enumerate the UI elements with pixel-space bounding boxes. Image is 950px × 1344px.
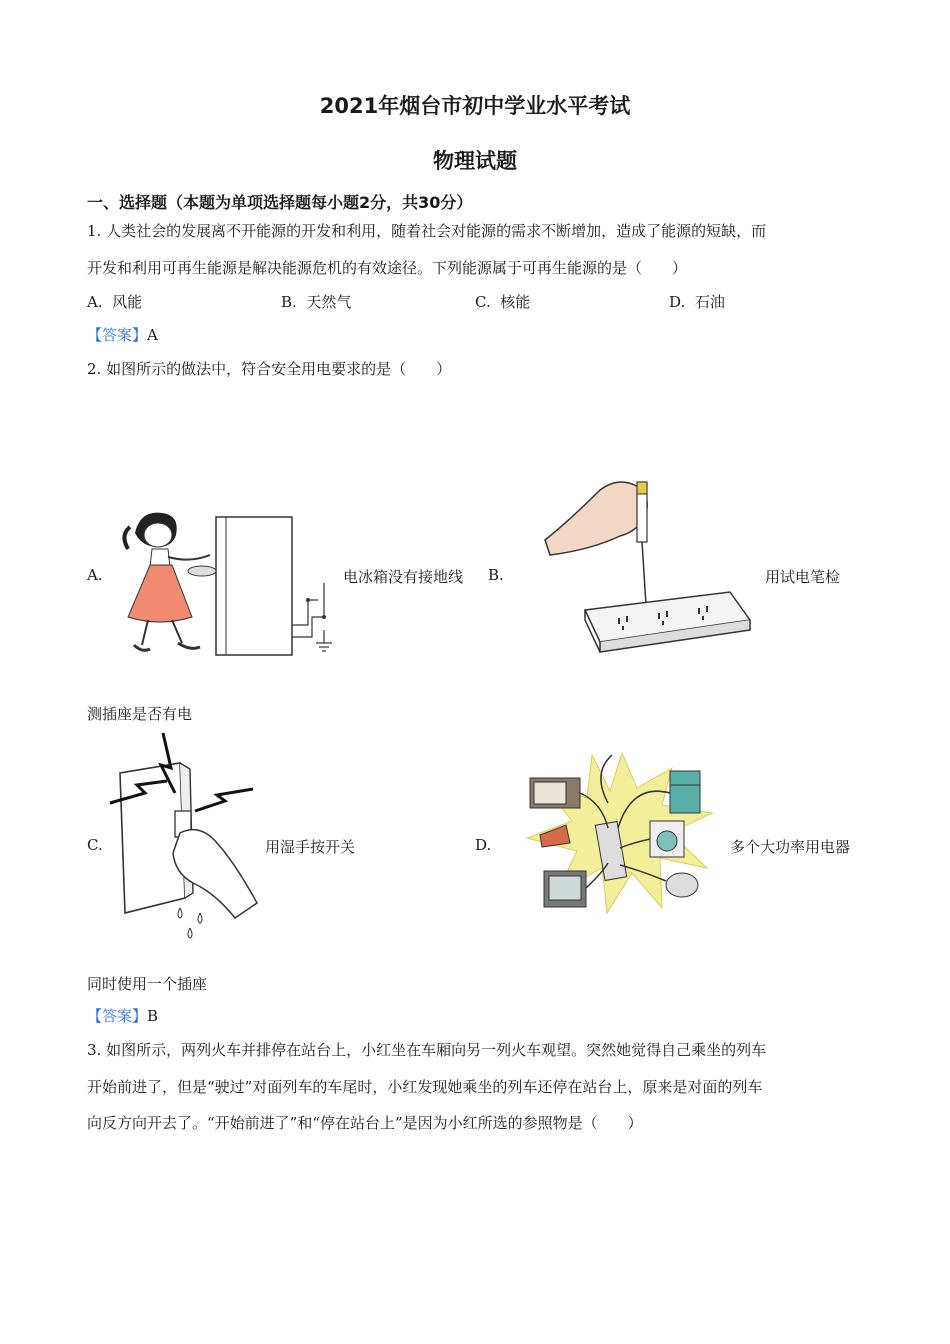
wet-hand-switch-illustration [105, 733, 265, 938]
q2-option-c-letter: C. [87, 836, 103, 854]
exam-subject: 物理试题 [433, 149, 517, 173]
q2-option-a-text: 电冰箱没有接地线 [343, 568, 464, 586]
q1-option-c: C. 核能 [475, 293, 531, 311]
q1-option-d: D. 石油 [669, 293, 725, 311]
q2-option-b-text1: 用试电笔检 [765, 568, 841, 586]
q2-option-d-letter: D. [475, 836, 492, 854]
q3-stem-line3: 向反方向开去了。“开始前进了”和“停在站台上”是因为小红所选的参照物是（ ） [87, 1114, 643, 1132]
q2-answer: 【答案】B [87, 1007, 159, 1025]
q3-stem-line2: 开始前进了，但是“驶过”对面列车的车尾时，小红发现她乘坐的列车还停在站台上，原来是对面的列车 [87, 1078, 763, 1096]
q1-option-a: A. 风能 [87, 293, 143, 311]
q2-option-b-letter: B. [488, 566, 504, 584]
q1-answer: 【答案】A [87, 326, 158, 344]
overloaded-socket-illustration [522, 743, 722, 923]
q2-option-a-letter: A. [87, 566, 103, 584]
q3-stem-line1: 3. 如图所示，两列火车并排停在站台上，小红坐在车厢向另一列火车观望。突然她觉得自己乘坐的列车 [87, 1041, 767, 1059]
answer-tag: 【答案】 [87, 1007, 148, 1025]
q2-option-d-text1: 多个大功率用电器 [730, 838, 851, 856]
q2-stem: 2. 如图所示的做法中，符合安全用电要求的是（ ） [87, 360, 452, 378]
q2-option-b-text2: 测插座是否有电 [87, 705, 193, 723]
q1-stem-line2: 开发和利用可再生能源是解决能源危机的有效途径。下列能源属于可再生能源的是（ ） [87, 259, 688, 277]
girl-fridge-illustration [110, 505, 345, 665]
answer-tag: 【答案】 [87, 326, 148, 344]
q1-stem-line1: 1. 人类社会的发展离不开能源的开发和利用，随着社会对能源的需求不断增加，造成了能源的短缺，而 [87, 222, 767, 240]
q2-option-d-text2: 同时使用一个插座 [87, 975, 208, 993]
q1-option-b: B. 天然气 [281, 293, 352, 311]
q2-option-c-text: 用湿手按开关 [265, 838, 356, 856]
section-heading: 一、选择题（本题为单项选择题每小题2分，共30分） [87, 193, 473, 212]
tester-pen-illustration [540, 470, 755, 660]
exam-title: 2021年烟台市初中学业水平考试 [319, 94, 631, 118]
